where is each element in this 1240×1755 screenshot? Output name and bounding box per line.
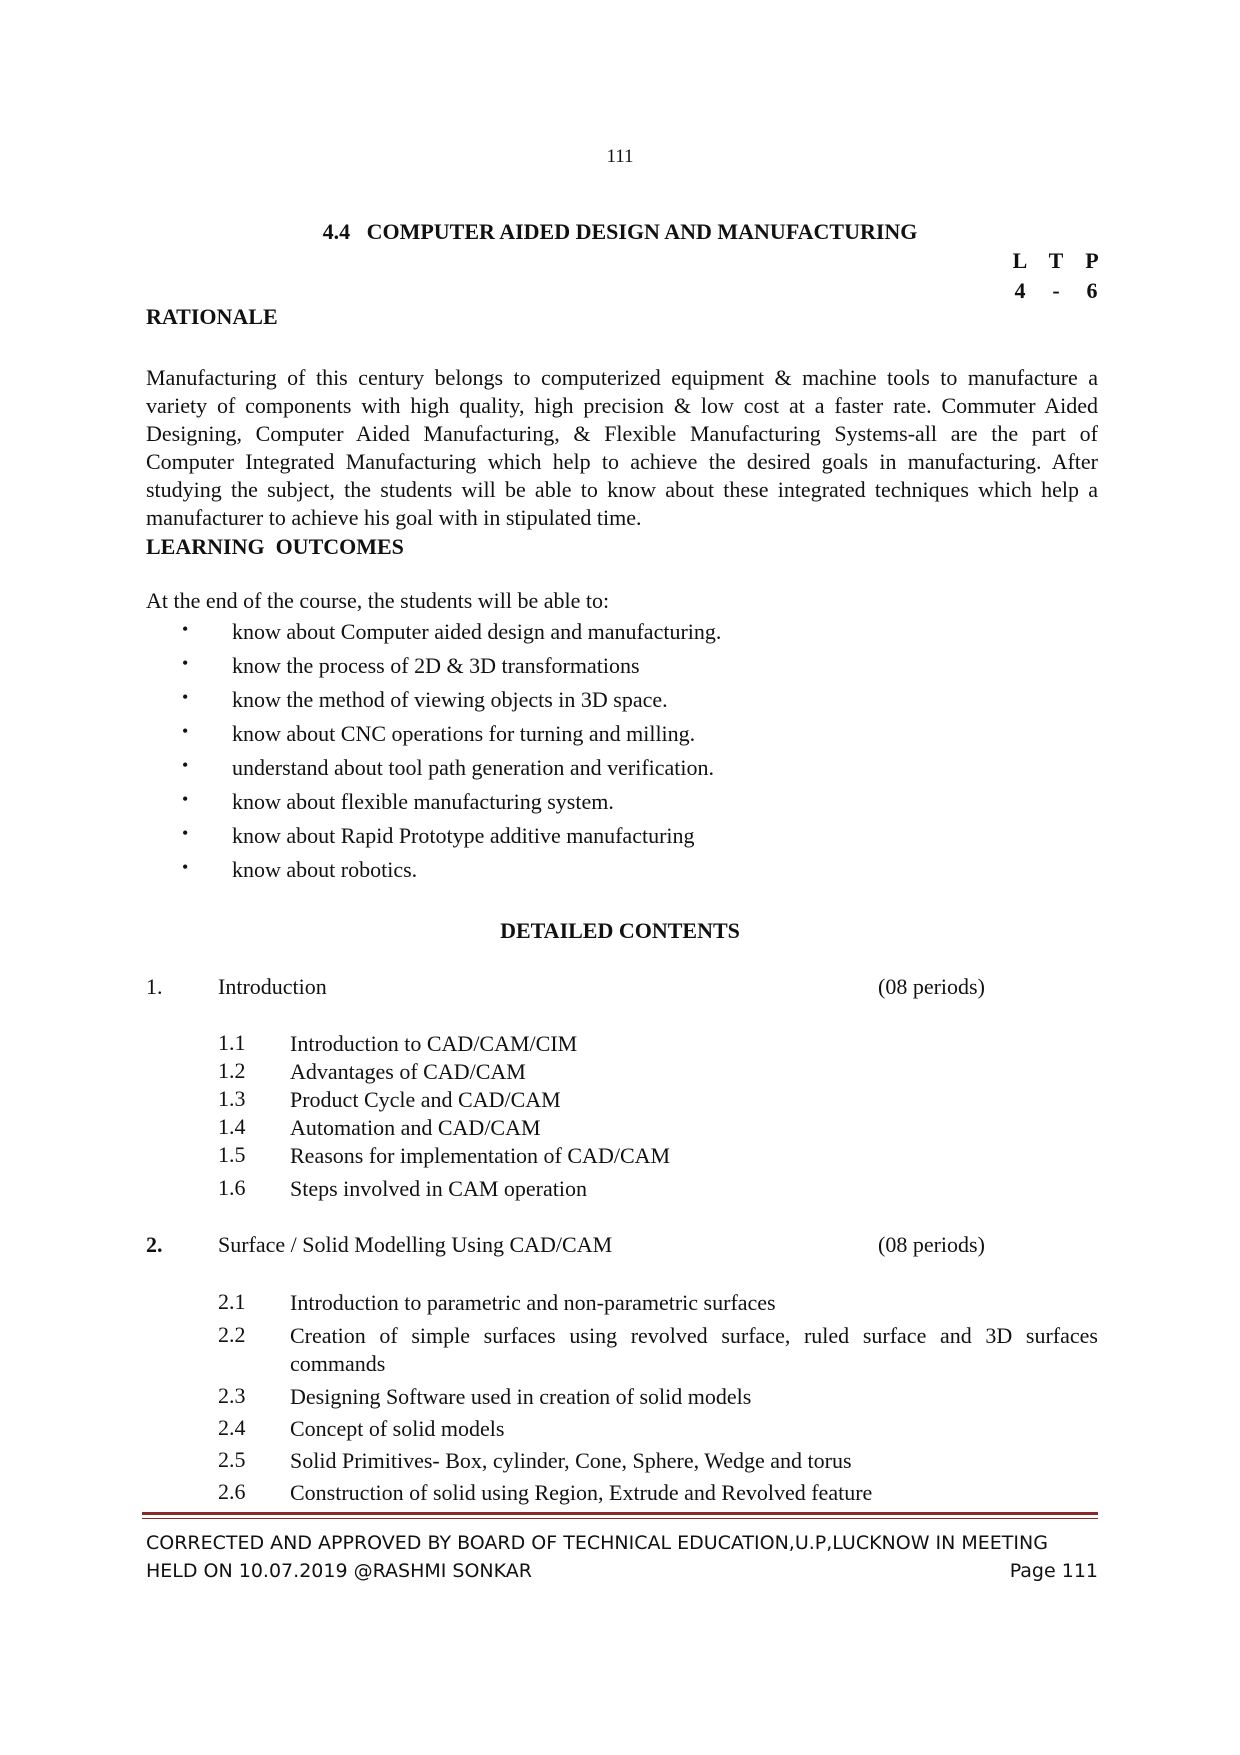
bullet-icon: • bbox=[182, 721, 189, 741]
unit-number: 2. bbox=[146, 1232, 163, 1257]
topic-text: Automation and CAD/CAM bbox=[290, 1115, 541, 1140]
footer-line-2 bbox=[146, 1560, 1098, 1582]
topic-text: Solid Primitives- Box, cylinder, Cone, Sphere, Wedge and torus bbox=[290, 1448, 852, 1473]
bullet-icon: • bbox=[182, 619, 189, 639]
unit-periods: (08 periods) bbox=[878, 1232, 985, 1257]
topic-text: Advantages of CAD/CAM bbox=[290, 1059, 526, 1084]
rationale-heading: RATIONALE bbox=[146, 304, 278, 329]
topic-number: 1.2 bbox=[218, 1058, 246, 1083]
outcome-text: understand about tool path generation and verification. bbox=[232, 755, 715, 780]
unit-number: 1. bbox=[146, 974, 163, 999]
outcome-text: know about CNC operations for turning and milling. bbox=[232, 721, 696, 746]
bullet-icon: • bbox=[182, 755, 189, 775]
topic-number: 2.3 bbox=[218, 1383, 246, 1408]
page-title: 4.4 COMPUTER AIDED DESIGN AND MANUFACTURING bbox=[322, 219, 918, 244]
ltp-header-l: L bbox=[1012, 248, 1028, 273]
topic-number: 1.4 bbox=[218, 1114, 246, 1139]
topic-text: Product Cycle and CAD/CAM bbox=[290, 1087, 561, 1112]
footer-divider-thin bbox=[142, 1518, 1098, 1519]
topic-number: 1.6 bbox=[218, 1175, 246, 1200]
topic-text: Concept of solid models bbox=[290, 1416, 505, 1441]
outcome-text: know about robotics. bbox=[232, 857, 418, 882]
topic-text: Reasons for implementation of CAD/CAM bbox=[290, 1143, 671, 1168]
topic-text: Construction of solid using Region, Extrude and Revolved feature bbox=[290, 1480, 873, 1505]
topic-number: 1.1 bbox=[218, 1030, 246, 1055]
outcome-text: know the method of viewing objects in 3D space. bbox=[232, 687, 668, 712]
topic-number: 2.6 bbox=[218, 1479, 246, 1504]
topic-number: 2.4 bbox=[218, 1415, 246, 1440]
learning-outcomes-intro: At the end of the course, the students will be able to: bbox=[146, 588, 610, 613]
unit-title: Introduction bbox=[218, 974, 327, 999]
footer-meeting-info: HELD ON 10.07.2019 @RASHMI SONKAR bbox=[146, 1560, 532, 1582]
topic-number: 2.2 bbox=[218, 1322, 246, 1347]
footer-line-1: CORRECTED AND APPROVED BY BOARD OF TECHNICAL EDUCATION,U.P,LUCKNOW IN MEETING bbox=[146, 1532, 1048, 1554]
page-number-top: 111 bbox=[606, 146, 634, 167]
ltp-header-t: T bbox=[1048, 248, 1064, 273]
unit-periods: (08 periods) bbox=[878, 974, 985, 999]
ltp-value-l: 4 bbox=[1014, 278, 1026, 303]
footer-divider-thick bbox=[142, 1512, 1098, 1515]
learning-outcomes-heading: LEARNING OUTCOMES bbox=[146, 534, 404, 559]
bullet-icon: • bbox=[182, 653, 189, 673]
ltp-value-t: - bbox=[1052, 278, 1060, 303]
outcome-text: know the process of 2D & 3D transformations bbox=[232, 653, 640, 678]
topic-number: 1.3 bbox=[218, 1086, 246, 1111]
outcome-text: know about Computer aided design and manufacturing. bbox=[232, 619, 722, 644]
unit-title: Surface / Solid Modelling Using CAD/CAM bbox=[218, 1232, 613, 1257]
outcome-text: know about flexible manufacturing system. bbox=[232, 789, 614, 814]
topic-number: 2.1 bbox=[218, 1289, 246, 1314]
topic-text: Introduction to CAD/CAM/CIM bbox=[290, 1031, 578, 1056]
bullet-icon: • bbox=[182, 857, 189, 877]
detailed-contents-heading: DETAILED CONTENTS bbox=[500, 918, 740, 943]
bullet-icon: • bbox=[182, 823, 189, 843]
topic-text: Introduction to parametric and non-parametric surfaces bbox=[290, 1290, 776, 1315]
footer-page-number: Page 111 bbox=[1009, 1560, 1098, 1582]
topic-text: Steps involved in CAM operation bbox=[290, 1176, 587, 1201]
bullet-icon: • bbox=[182, 789, 189, 809]
ltp-header-p: P bbox=[1085, 248, 1099, 273]
outcome-text: know about Rapid Prototype additive manufacturing bbox=[232, 823, 695, 848]
topic-text: Creation of simple surfaces using revolved surface, ruled surface and 3D surfaces commands bbox=[290, 1323, 1098, 1376]
topic-text: Designing Software used in creation of solid models bbox=[290, 1384, 752, 1409]
bullet-icon: • bbox=[182, 687, 189, 707]
topic-number: 2.5 bbox=[218, 1447, 246, 1472]
topic-number: 1.5 bbox=[218, 1142, 246, 1167]
rationale-text: Manufacturing of this century belongs to computerized equipment & machine tools to manufacture a variety of components with high quality, high precision & low cost at a faster rate. Commuter Aided Designing, Computer Aided Manufacturing, & Flexible Manufacturing Systems-all are the part of Computer Integrated Manufacturing which help to achieve the desired goals in manufacturing. After studying the subject, the students will be able to know about these integrated techniques which help a manufacturer to achieve his goal with in stipulated time. bbox=[146, 365, 1098, 530]
ltp-value-p: 6 bbox=[1086, 278, 1098, 303]
